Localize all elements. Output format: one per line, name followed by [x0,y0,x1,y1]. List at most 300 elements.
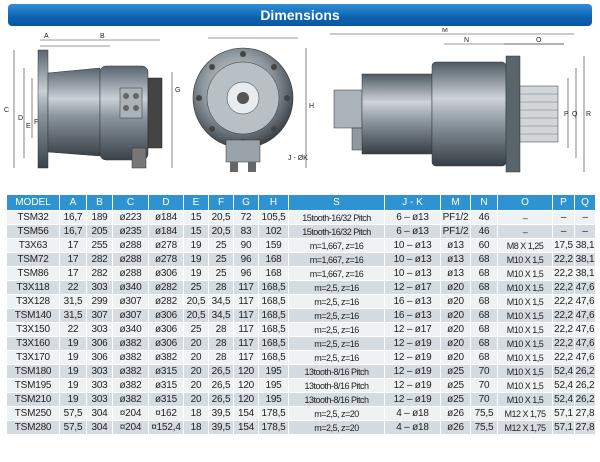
table-cell: T3X170 [7,351,60,365]
table-cell: ¤162 [149,407,184,421]
table-cell: 178,5 [259,421,289,435]
table-cell: 68 [471,323,498,337]
table-cell: 22,2 [554,254,573,265]
table-cell: 18 [184,407,209,421]
table-cell: 47,6 [575,310,595,321]
table-cell: 189 [87,211,113,225]
table-cell: 27,8 [575,408,595,419]
table-cell: ø26 [441,407,471,421]
table-cell: PF1/2 [441,211,471,225]
table-cell: 72 [234,211,259,225]
table-cell: ø25 [441,365,471,379]
table-cell: 120 [234,393,259,407]
table-cell: M12 X 1,75 [498,421,553,435]
svg-text:P: P [564,111,569,118]
table-cell: 57,1 [554,408,573,419]
table-cell: m=2,5, z=16 [289,309,385,323]
table-cell: M10 X 1,5 [498,365,553,379]
table-cell: M10 X 1,5 [498,351,553,365]
technical-drawings [0,28,600,184]
svg-text:E: E [26,123,31,130]
table-cell: M8 X 1,25 [498,239,553,253]
column-header-d: D [149,195,184,211]
table-cell: ø382 [113,351,149,365]
table-cell: 20 [184,351,209,365]
table-cell: M10 X 1,5 [498,281,553,295]
table-cell: 47,6 [575,296,595,307]
column-header-m: M [441,195,471,211]
table-cell: T3X150 [7,323,60,337]
table-cell: 22,2 [554,282,573,293]
table-cell: 117 [234,309,259,323]
table-cell: 12 – ø17 [385,323,441,337]
column-header-a: A [60,195,87,211]
table-cell: M10 X 1,5 [498,337,553,351]
table-cell: 120 [234,379,259,393]
column-header-e: E [184,195,209,211]
table-cell: m=2,5, z=16 [289,337,385,351]
table-cell: 96 [234,267,259,281]
table-cell: 52,4 [554,394,573,405]
table-cell: 75,5 [471,421,498,435]
table-cell: 20 [184,379,209,393]
table-cell: 28 [209,323,234,337]
table-cell: 4 – ø18 [385,407,441,421]
table-cell: 47,6 [575,324,595,335]
table-cell: 38,1 [575,240,595,251]
column-header-c: C [113,195,149,211]
table-cell: 25 [184,281,209,295]
right-view-drawing [324,28,594,184]
table-cell: 96 [234,253,259,267]
column-header-h: H [259,195,289,211]
table-cell: 25 [209,267,234,281]
table-cell: 28 [209,281,234,295]
column-header-p: P [553,195,575,211]
svg-text:J - ØK: J - ØK [288,155,308,162]
svg-text:M: M [442,28,448,34]
table-cell: ø20 [441,323,471,337]
table-cell: ø20 [441,337,471,351]
table-cell: ø20 [441,309,471,323]
table-cell: 10 – ø13 [385,267,441,281]
table-cell: T3X63 [7,239,60,253]
table-cell: ø13 [441,239,471,253]
table-cell: M10 X 1,5 [498,253,553,267]
table-cell: 168,5 [259,351,289,365]
table-cell: 38,1 [575,268,595,279]
table-cell: – [498,211,553,225]
column-header-model: MODEL [7,195,60,211]
table-cell: ø20 [441,351,471,365]
table-cell: TSM32 [7,211,60,225]
table-cell: 16,7 [60,225,87,239]
table-cell: 19 [184,239,209,253]
table-cell: 10 – ø13 [385,253,441,267]
table-cell: 19 [60,337,87,351]
table-cell: 47,6 [575,282,595,293]
table-row [7,379,596,393]
table-cell: 282 [87,267,113,281]
table-cell: 195 [259,379,289,393]
table-cell: 47,6 [575,352,595,363]
table-cell: 20 [184,337,209,351]
table-cell: 16,7 [60,211,87,225]
table-row [7,267,596,281]
table-cell: 22 [60,323,87,337]
table-cell: ¤204 [113,407,149,421]
table-cell: 57,5 [60,407,87,421]
table-cell: 34,5 [209,295,234,309]
table-cell: ø306 [149,309,184,323]
table-cell: 19 [60,379,87,393]
table-cell: 102 [259,225,289,239]
column-header-s: S [289,195,385,211]
table-cell: 52,4 [554,366,573,377]
table-cell: 47,6 [575,338,595,349]
table-row [7,225,596,239]
table-cell: 303 [87,393,113,407]
table-cell: ø306 [149,267,184,281]
table-cell: 19 [60,393,87,407]
table-cell: ø223 [113,211,149,225]
table-cell: ø20 [441,295,471,309]
table-row [7,211,596,225]
table-cell: TSM180 [7,365,60,379]
table-cell: 68 [471,295,498,309]
table-cell: M10 X 1,5 [498,267,553,281]
table-cell: 38,1 [575,254,595,265]
table-cell: 83 [234,225,259,239]
table-cell: m=1,667, z=16 [289,267,385,281]
table-cell: ø13 [441,267,471,281]
table-cell: m=2,5, z=16 [289,295,385,309]
table-cell: 57,1 [554,422,573,433]
table-cell: TSM140 [7,309,60,323]
table-cell: 22,2 [554,338,573,349]
table-cell: ø278 [149,253,184,267]
table-cell: 304 [87,421,113,435]
table-cell: – [575,211,596,225]
table-cell: 25 [209,253,234,267]
table-cell: 307 [87,309,113,323]
table-cell: 282 [87,253,113,267]
column-header-j-k: J - K [385,195,441,211]
table-body [7,211,596,435]
table-cell: 306 [87,351,113,365]
table-cell: 39,5 [209,407,234,421]
table-cell: 46 [471,211,498,225]
svg-text:G: G [175,87,181,94]
table-cell: 4 – ø18 [385,421,441,435]
table-cell: ø315 [149,379,184,393]
table-row [7,281,596,295]
table-cell: 117 [234,323,259,337]
table-cell: 70 [471,379,498,393]
table-cell: 16 – ø13 [385,295,441,309]
table-row [7,253,596,267]
column-header-f: F [209,195,234,211]
table-cell: TSM210 [7,393,60,407]
svg-text:O: O [536,37,542,44]
table-row [7,337,596,351]
table-row [7,323,596,337]
table-cell: 154 [234,421,259,435]
table-cell: 16 – ø13 [385,309,441,323]
dimensions-table [6,194,596,435]
table-cell: 46 [471,225,498,239]
table-cell: 25 [184,323,209,337]
table-cell: ø282 [149,295,184,309]
table-cell: 22,2 [554,268,573,279]
table-cell: 168,5 [259,323,289,337]
table-cell: 178,5 [259,407,289,421]
table-cell: ø278 [149,239,184,253]
table-cell: M10 X 1,5 [498,323,553,337]
table-cell: – [575,225,596,239]
table-cell: 68 [471,351,498,365]
table-cell: 68 [471,309,498,323]
column-header-o: O [498,195,553,211]
table-cell: m=1,667, z=16 [289,239,385,253]
column-header-n: N [471,195,498,211]
table-cell: 168,5 [259,337,289,351]
table-row [7,421,596,435]
column-header-g: G [234,195,259,211]
table-cell: 68 [471,337,498,351]
table-cell: TSM56 [7,225,60,239]
table-cell: 34,5 [209,309,234,323]
table-cell: 12 – ø19 [385,351,441,365]
table-cell: 15 [184,211,209,225]
table-row [7,407,596,421]
table-cell: – [553,211,575,225]
table-cell: 6 – ø13 [385,225,441,239]
table-cell: 19 [184,267,209,281]
svg-text:B: B [100,33,105,40]
svg-text:A: A [44,33,49,40]
table-cell: ø315 [149,393,184,407]
table-cell: M10 X 1,5 [498,393,553,407]
table-cell: 13tooth-8/16 Pitch [289,379,385,393]
table-cell: 22,2 [554,296,573,307]
table-cell: 17 [60,239,87,253]
table-cell: 39,5 [209,421,234,435]
table-cell: 68 [471,267,498,281]
table-cell: ø184 [149,211,184,225]
table-cell: 120 [234,365,259,379]
table-cell: 6 – ø13 [385,211,441,225]
table-cell: 105,5 [259,211,289,225]
table-cell: ø13 [441,253,471,267]
table-cell: ø315 [149,365,184,379]
table-cell: 26,5 [209,379,234,393]
table-cell: TSM72 [7,253,60,267]
table-cell: 304 [87,407,113,421]
table-cell: 13tooth-8/16 Pitch [289,393,385,407]
table-cell: ø382 [113,365,149,379]
table-cell: 26,2 [575,380,595,391]
table-cell: 117 [234,281,259,295]
table-cell: T3X128 [7,295,60,309]
table-cell: PF1/2 [441,225,471,239]
table-row [7,309,596,323]
table-cell: 68 [471,253,498,267]
table-cell: ø288 [113,239,149,253]
svg-text:N: N [464,37,470,44]
table-row [7,365,596,379]
svg-text:C: C [4,107,10,114]
table-cell: ø282 [149,281,184,295]
side-view-drawing [0,28,190,184]
svg-text:R: R [586,111,592,118]
table-cell: 10 – ø13 [385,239,441,253]
table-cell: ø307 [113,309,149,323]
table-cell: 168,5 [259,281,289,295]
table-cell: m=2,5, z=16 [289,351,385,365]
table-cell: 195 [259,365,289,379]
table-cell: 117 [234,337,259,351]
front-view-drawing [188,28,328,184]
table-cell: 17,5 [554,240,573,251]
table-cell: 26,2 [575,366,595,377]
table-cell: 25 [209,239,234,253]
table-cell: 12 – ø19 [385,337,441,351]
table-cell: 22 [60,281,87,295]
table-cell: 255 [87,239,113,253]
table-cell: 90 [234,239,259,253]
table-cell: 68 [471,281,498,295]
table-cell: ø20 [441,281,471,295]
table-cell: 27,8 [575,422,595,433]
table-cell: 20,5 [184,295,209,309]
table-cell: m=2,5, z=16 [289,281,385,295]
table-cell: ø25 [441,393,471,407]
table-cell: T3X118 [7,281,60,295]
table-header-row [7,195,596,211]
table-cell: – [553,225,575,239]
table-cell: 195 [259,393,289,407]
table-cell: 60 [471,239,498,253]
table-cell: ø235 [113,225,149,239]
table-cell: 17 [60,267,87,281]
page-title: Dimensions [8,4,592,26]
table-cell: ø382 [113,393,149,407]
table-cell: 28 [209,337,234,351]
table-cell: 12 – ø19 [385,365,441,379]
table-row [7,239,596,253]
svg-text:H: H [309,103,315,110]
table-cell: m=2,5, z=20 [289,407,385,421]
table-cell: 303 [87,323,113,337]
table-cell: 20,5 [209,211,234,225]
table-cell: 28 [209,351,234,365]
table-cell: 168,5 [259,309,289,323]
table-cell: 299 [87,295,113,309]
table-cell: m=2,5, z=16 [289,323,385,337]
table-cell: TSM280 [7,421,60,435]
table-cell: 18 [184,421,209,435]
table-row [7,351,596,365]
table-cell: 19 [184,253,209,267]
table-cell: 20 [184,393,209,407]
table-cell: ø288 [113,267,149,281]
table-cell: 12 – ø17 [385,281,441,295]
table-cell: 75,5 [471,407,498,421]
table-cell: 168 [259,267,289,281]
table-cell: ø184 [149,225,184,239]
svg-text:Q: Q [572,111,578,118]
table-cell: 26,2 [575,394,595,405]
table-cell: ø306 [149,323,184,337]
table-cell: ¤152,4 [149,421,184,435]
table-cell: 22,2 [554,324,573,335]
table-cell: T3X160 [7,337,60,351]
table-cell: 31,5 [60,309,87,323]
table-cell: M12 X 1,75 [498,407,553,421]
column-header-q: Q [575,195,596,211]
table-cell: TSM86 [7,267,60,281]
table-cell: 154 [234,407,259,421]
table-cell: ø307 [113,295,149,309]
table-cell: ø382 [113,337,149,351]
table-cell: ø382 [149,351,184,365]
table-cell: ø340 [113,323,149,337]
table-cell: 26,5 [209,393,234,407]
table-cell: m=2,5, z=20 [289,421,385,435]
column-header-b: B [87,195,113,211]
table-cell: 303 [87,281,113,295]
table-cell: m=1,667, z=16 [289,253,385,267]
table-cell: 15 [184,225,209,239]
table-cell: ¤204 [113,421,149,435]
table-cell: 168 [259,253,289,267]
table-cell: 19 [60,365,87,379]
table-cell: 168,5 [259,295,289,309]
table-cell: ø382 [113,379,149,393]
table-cell: 117 [234,351,259,365]
table-cell: 31,5 [60,295,87,309]
table-cell: 303 [87,365,113,379]
table-cell: 22,2 [554,352,573,363]
svg-text:D: D [18,115,24,122]
table-cell: 52,4 [554,380,573,391]
table-cell: 12 – ø19 [385,379,441,393]
table-cell: 70 [471,365,498,379]
table-cell: ø306 [149,337,184,351]
table-cell: 15tooth-16/32 Pitch [289,225,385,239]
table-cell: M10 X 1,5 [498,379,553,393]
table-cell: M10 X 1,5 [498,309,553,323]
table-cell: 306 [87,337,113,351]
table-cell: TSM250 [7,407,60,421]
table-row [7,295,596,309]
table-cell: 17 [60,253,87,267]
table-cell: M10 X 1,5 [498,295,553,309]
table-cell: 117 [234,295,259,309]
table-cell: 19 [60,351,87,365]
table-cell: 20,5 [184,309,209,323]
table-row [7,393,596,407]
table-cell: ø340 [113,281,149,295]
table-cell: 15tooth-16/32 Pitch [289,211,385,225]
table-cell: 205 [87,225,113,239]
table-cell: ø26 [441,421,471,435]
table-cell: 13tooth-8/16 Pitch [289,365,385,379]
table-cell: 57,5 [60,421,87,435]
table-cell: 12 – ø19 [385,393,441,407]
table-cell: 20 [184,365,209,379]
